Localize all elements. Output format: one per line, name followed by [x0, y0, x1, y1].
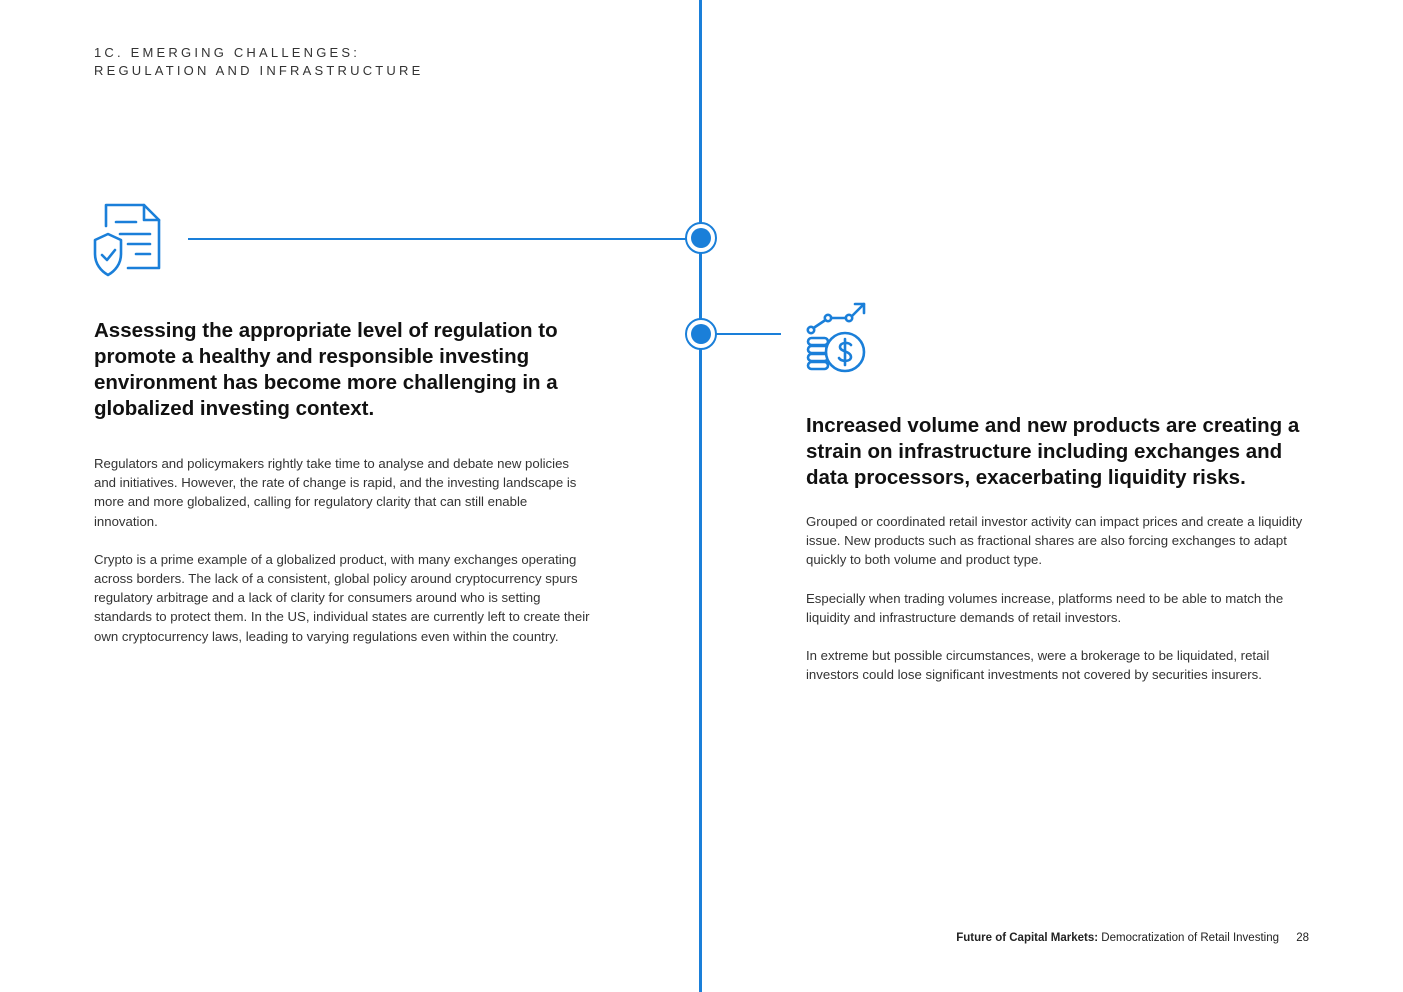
document-shield-check-icon	[92, 202, 162, 278]
right-paragraph: Especially when trading volumes increase, platforms need to be able to match the liquidity and infrastructure demands of retail investors.	[806, 590, 1284, 625]
page-number: 28	[1296, 932, 1309, 944]
footer-title-bold: Future of Capital Markets:	[956, 932, 1099, 944]
right-paragraph: In extreme but possible circumstances, were a brokerage to be liquidated, retail investors could lose significant investments not covered by securities insurers.	[806, 648, 1270, 683]
timeline-node-1	[685, 222, 717, 254]
timeline-vertical-line	[699, 0, 702, 992]
section-label-line2: REGULATION AND INFRASTRUCTURE	[94, 63, 424, 78]
timeline-connector-left	[188, 238, 700, 240]
section-label-line1: 1C. EMERGING CHALLENGES:	[94, 45, 361, 60]
left-paragraph: Regulators and policymakers rightly take time to analyse and debate new policies and initiatives. However, the rate of change is rapid, and the investing landscape is more and more globalized, calling for regulatory clarity that can still enable innovation.	[94, 456, 577, 529]
right-paragraph: Grouped or coordinated retail investor activity can impact prices and create a liquidity issue. New products such as fractional shares are also forcing exchanges to adapt quickly to both volume and product type.	[806, 514, 1303, 568]
right-body	[806, 512, 1312, 703]
left-paragraph: Crypto is a prime example of a globalized product, with many exchanges operating across borders. The lack of a consistent, global policy around cryptocurrency spurs regulatory arbitrage and a lack of clarity for consumers around who is setting standards to protect them. In the US, individual states are currently left to create their own cryptocurrency laws, leading to varying regulations even within the country.	[94, 551, 590, 644]
page-footer	[956, 932, 1309, 944]
left-headline: Assessing the appropriate level of regulation to promote a healthy and responsible investing environment has become more challenging in a globalized investing context.	[94, 319, 558, 420]
left-body	[94, 454, 594, 665]
coins-growth-chart-icon	[804, 300, 870, 376]
timeline-node-2	[685, 318, 717, 350]
section-label	[94, 44, 423, 80]
footer-title-rest: Democratization of Retail Investing	[1101, 932, 1279, 944]
right-headline: Increased volume and new products are creating a strain on infrastructure including exchanges and data processors, exacerbating liquidity risks.	[806, 414, 1300, 489]
